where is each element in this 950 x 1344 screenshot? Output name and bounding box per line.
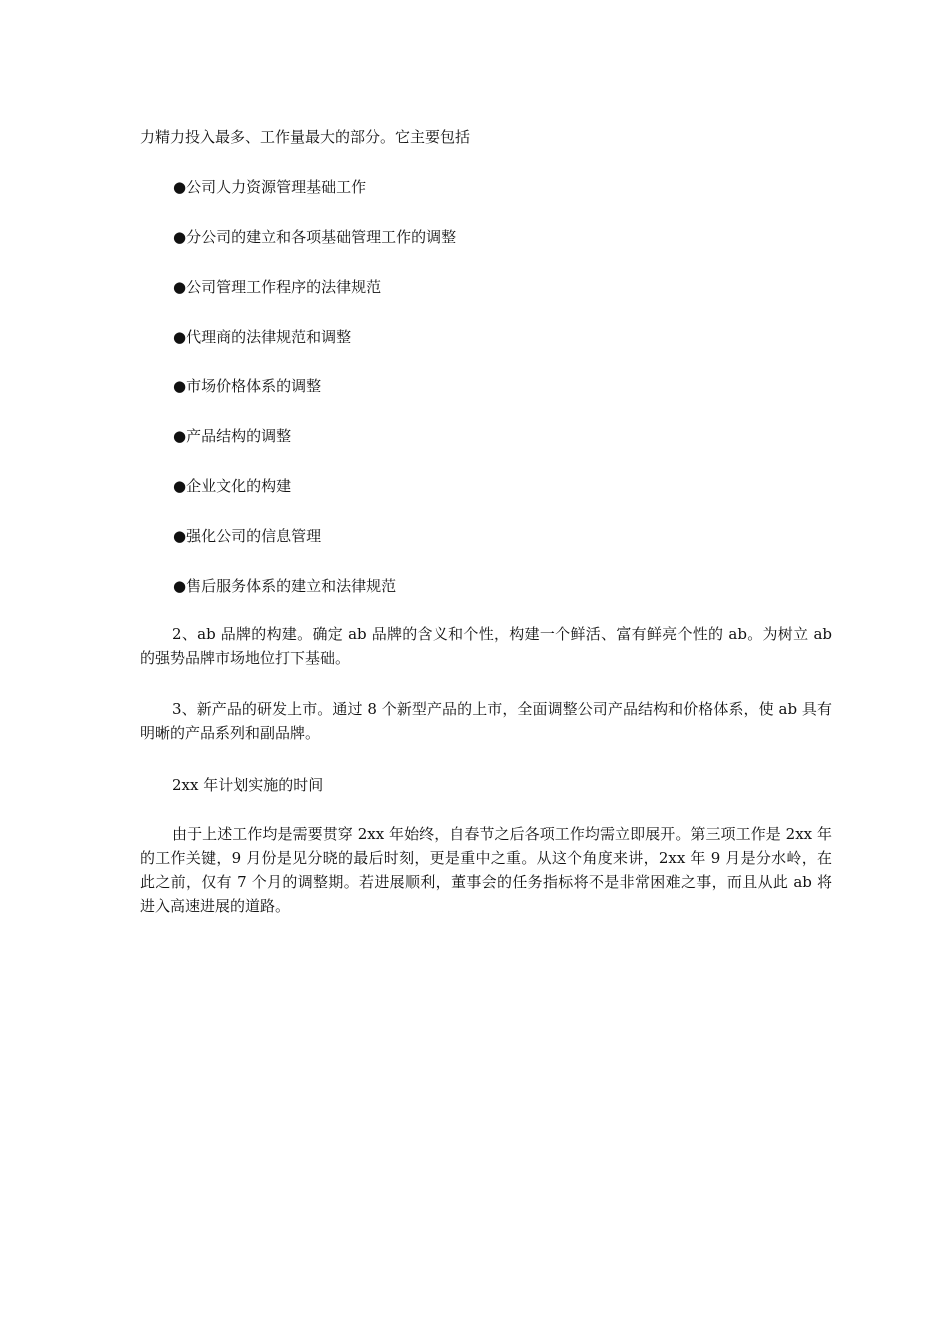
- bullet-item: ●公司管理工作程序的法律规范: [173, 278, 382, 296]
- bullet-item: ●市场价格体系的调整: [173, 377, 322, 395]
- bullet-item: ●强化公司的信息管理: [173, 527, 322, 545]
- bullet-item: ●代理商的法律规范和调整: [173, 328, 352, 346]
- bullet-item: ●分公司的建立和各项基础管理工作的调整: [173, 228, 457, 246]
- bullet-item: ●企业文化的构建: [173, 477, 292, 495]
- paragraph-timing: 由于上述工作均是需要贯穿 2xx 年始终，自春节之后各项工作均需立即展开。第三项工作是 2xx 年的工作关键，9 月份是见分晓的最后时刻，更是重中之重。从这个角度来讲，2xx 年 9 月是分水岭，在此之前，仅有 7 个月的调整期。若进展顺利，董事会的任务指标将不是非常困难之事，而且从此 ab 将进入高速进展的道路。: [140, 825, 832, 915]
- bullet-item: ●售后服务体系的建立和法律规范: [173, 577, 397, 595]
- section-heading: 2xx 年计划实施的时间: [172, 776, 324, 794]
- bullet-item: ●公司人力资源管理基础工作: [173, 178, 367, 196]
- bullet-item: ●产品结构的调整: [173, 427, 292, 445]
- paragraph-brand: 2、ab 品牌的构建。确定 ab 品牌的含义和个性，构建一个鲜活、富有鲜亮个性的 ab。为树立 ab 的强势品牌市场地位打下基础。: [140, 625, 832, 667]
- intro-line: 力精力投入最多、工作量最大的部分。它主要包括: [140, 128, 471, 146]
- paragraph-product: 3、新产品的研发上市。通过 8 个新型产品的上市，全面调整公司产品结构和价格体系，使 ab 具有明晰的产品系列和副品牌。: [140, 700, 832, 742]
